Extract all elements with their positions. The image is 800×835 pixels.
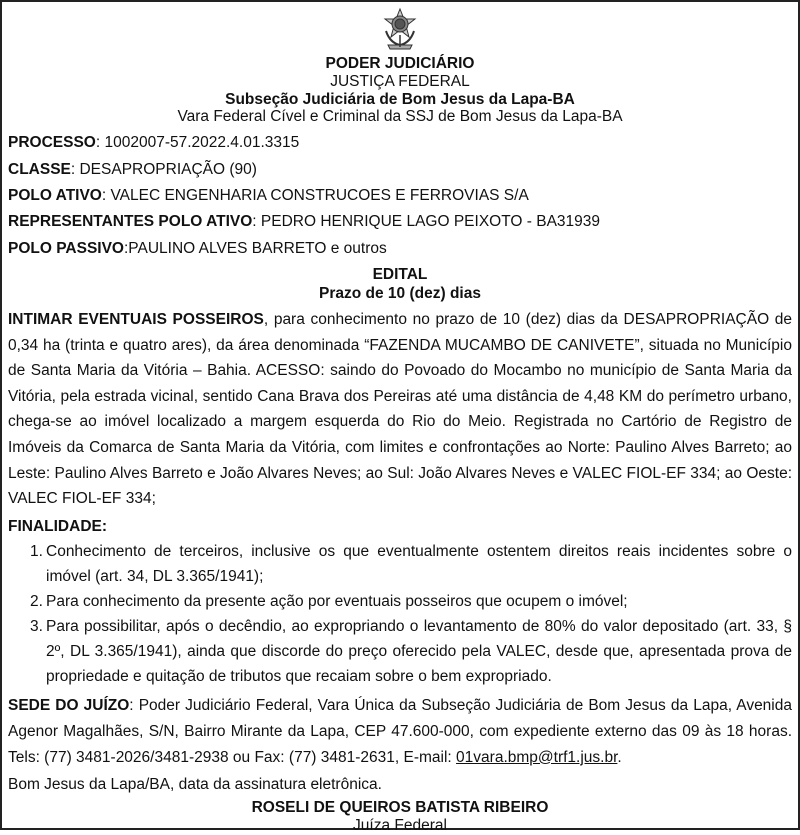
list-item: [30, 614, 792, 689]
header-line-poder: PODER JUDICIÁRIO: [325, 55, 475, 72]
list-item-number: 2.: [30, 592, 43, 610]
edital-title: EDITAL: [372, 265, 428, 283]
list-item-text: Conhecimento de terceiros, inclusive os que eventualmente ostentem direitos reais incidentes sobre o imóvel (art. 34, DL 3.365/1941);: [46, 542, 792, 585]
field-value: : PEDRO HENRIQUE LAGO PEIXOTO - BA31939: [252, 213, 601, 231]
list-item-number: 3.: [30, 618, 43, 636]
list-item: [30, 539, 792, 589]
header-line-justica: JUSTIÇA FEDERAL: [330, 72, 470, 90]
finalidade-list: [8, 539, 792, 690]
place-date: Bom Jesus da Lapa/BA, data da assinatura eletrônica.: [8, 776, 382, 794]
email-link[interactable]: 01vara.bmp@trf1.jus.br: [456, 748, 618, 766]
field-value: : 1002007-57.2022.4.01.3315: [95, 134, 300, 152]
list-item-text: Para conhecimento da presente ação por eventuais posseiros que ocupem o imóvel;: [46, 592, 628, 610]
sede-text: : Poder Judiciário Federal, Vara Única da Subseção Judiciária de Bom Jesus da Lapa, Avenida Agenor Magalhães, S/N, Bairro Mirante da Lapa, CEP 47.600-000, com expediente externo das 09 às 18 horas. Tels: (77) 3481-2026/3481-2938 ou Fax: (77) 3481-2631, E-mail:: [8, 697, 792, 766]
brazil-coat-of-arms-icon: [380, 7, 420, 51]
signer-title: Juíza Federal: [353, 817, 447, 835]
field-representantes: [8, 209, 792, 235]
field-polo-ativo: [8, 183, 792, 209]
sede-paragraph: [8, 693, 792, 770]
sede-end: .: [617, 748, 622, 766]
intimar-paragraph: [8, 307, 792, 512]
finalidade-label: FINALIDADE:: [8, 517, 108, 535]
header-line-vara: Vara Federal Cível e Criminal da SSJ de Bom Jesus da Lapa-BA: [177, 108, 623, 126]
process-fields: [8, 130, 792, 262]
document-header: [8, 55, 792, 126]
intimar-bold: INTIMAR EVENTUAIS POSSEIROS: [8, 311, 264, 329]
field-value: :PAULINO ALVES BARRETO e outros: [124, 239, 387, 257]
intimar-text: , para conhecimento no prazo de 10 (dez) dias da DESAPROPRIAÇÃO de 0,34 ha (trinta e quatro ares), da área denominada “FAZENDA MUCAMBO DE CANIVETE”, situada no Município de Santa Maria da Vitória – Bahia. ACESSO: saindo do Povoado do Mocambo no município de Santa Maria da Vitória, pela estrada vicinal, sentido Cana Brava dos Pereiras até uma distância de 4,48 KM do perímetro urbano, chega-se ao imóvel localizado a margem esquerda do Rio do Meio. Registrada no Cartório de Registro de Imóveis da Comarca de Santa Maria da Vitória, com limites e confrontações ao Norte: Paulino Alves Barreto; ao Leste: Paulino Alves Barreto e João Alvares Neves; ao Sul: João Alvares Neves e VALEC FIOL-EF 334; ao Oeste: VALEC FIOL-EF 334;: [8, 311, 793, 508]
field-label: REPRESENTANTES POLO ATIVO: [8, 213, 253, 231]
field-value: : VALEC ENGENHARIA CONSTRUCOES E FERROVIAS S/A: [101, 186, 529, 204]
header-line-subsecao: Subseção Judiciária de Bom Jesus da Lapa-BA: [225, 90, 575, 108]
field-classe: [8, 157, 792, 183]
field-processo: [8, 130, 792, 156]
sede-label: SEDE DO JUÍZO: [8, 697, 130, 715]
field-value: : DESAPROPRIAÇÃO (90): [70, 160, 257, 178]
field-polo-passivo: [8, 236, 792, 262]
field-label: CLASSE: [8, 160, 71, 178]
field-label: POLO ATIVO: [8, 186, 102, 204]
list-item: [30, 589, 792, 614]
field-label: POLO PASSIVO: [8, 239, 124, 257]
edital-heading: [8, 266, 792, 303]
list-item-number: 1.: [30, 542, 43, 560]
edital-subtitle: Prazo de 10 (dez) dias: [319, 284, 481, 302]
field-label: PROCESSO: [8, 134, 96, 152]
list-item-text: Para possibilitar, após o decêndio, ao expropriando o levantamento de 80% do valor depositado (art. 33, § 2º, DL 3.365/1941), ainda que discorde do preço oferecido pela VALEC, desde que, apresentada prova de propriedade e quitação de tributos que recaiam sobre o bem expropriado.: [46, 618, 792, 686]
signer-name: ROSELI DE QUEIROS BATISTA RIBEIRO: [251, 799, 549, 817]
